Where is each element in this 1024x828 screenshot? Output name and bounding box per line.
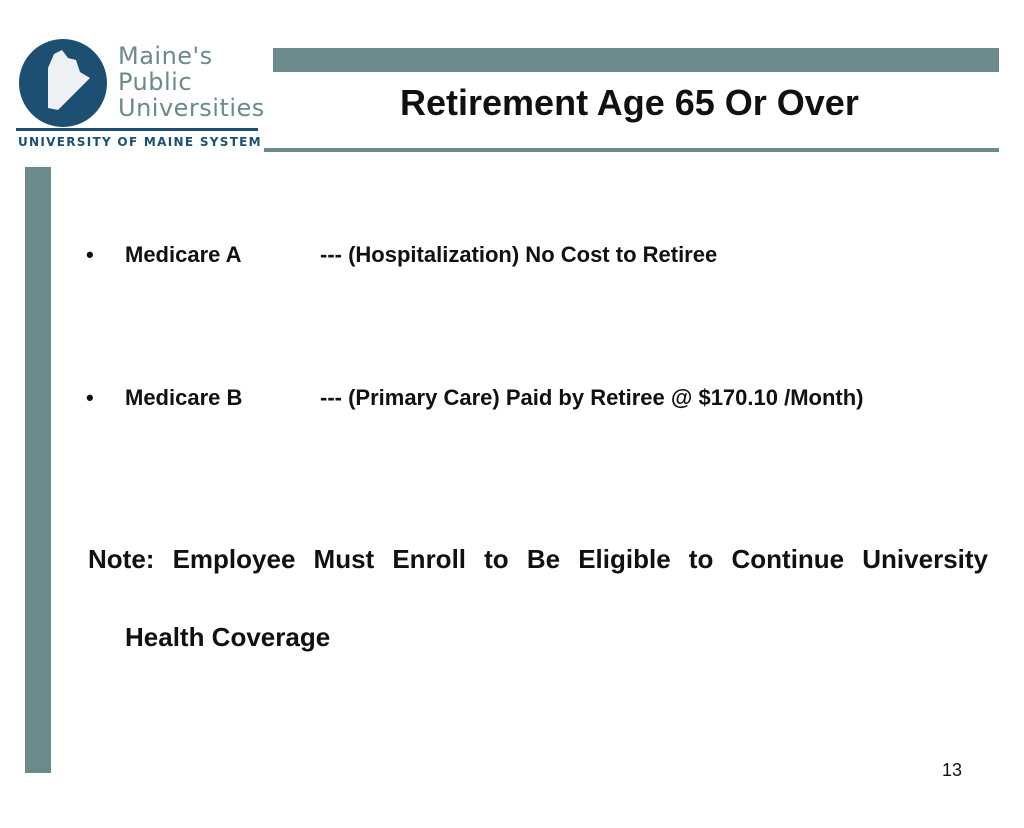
page-number: 13 xyxy=(942,760,963,780)
maine-map-seal-icon xyxy=(18,38,108,128)
logo-divider xyxy=(16,128,258,131)
bullet-term: Medicare B xyxy=(125,385,243,410)
bullet-term: Medicare A xyxy=(125,242,242,267)
logo-text-line3: Universities xyxy=(118,94,265,122)
left-accent-bar xyxy=(25,167,51,773)
logo-text-line2: Public xyxy=(118,68,193,96)
title-underline-rule xyxy=(264,148,999,152)
slide-title: Retirement Age 65 Or Over xyxy=(400,82,859,123)
logo-system-name: UNIVERSITY OF MAINE SYSTEM xyxy=(18,135,262,149)
university-logo xyxy=(14,36,264,152)
bullet-icon: • xyxy=(86,242,94,267)
note-line-1: Note: Employee Must Enroll to Be Eligible to Continue University xyxy=(88,544,988,574)
bullet-icon: • xyxy=(86,385,94,410)
note-line-2: Health Coverage xyxy=(125,622,331,652)
header-accent-bar xyxy=(273,48,999,72)
bullet-description: --- (Primary Care) Paid by Retiree @ $170.10 /Month) xyxy=(320,385,864,410)
bullet-description: --- (Hospitalization) No Cost to Retiree xyxy=(320,242,718,267)
logo-text-line1: Maine's xyxy=(118,42,213,70)
